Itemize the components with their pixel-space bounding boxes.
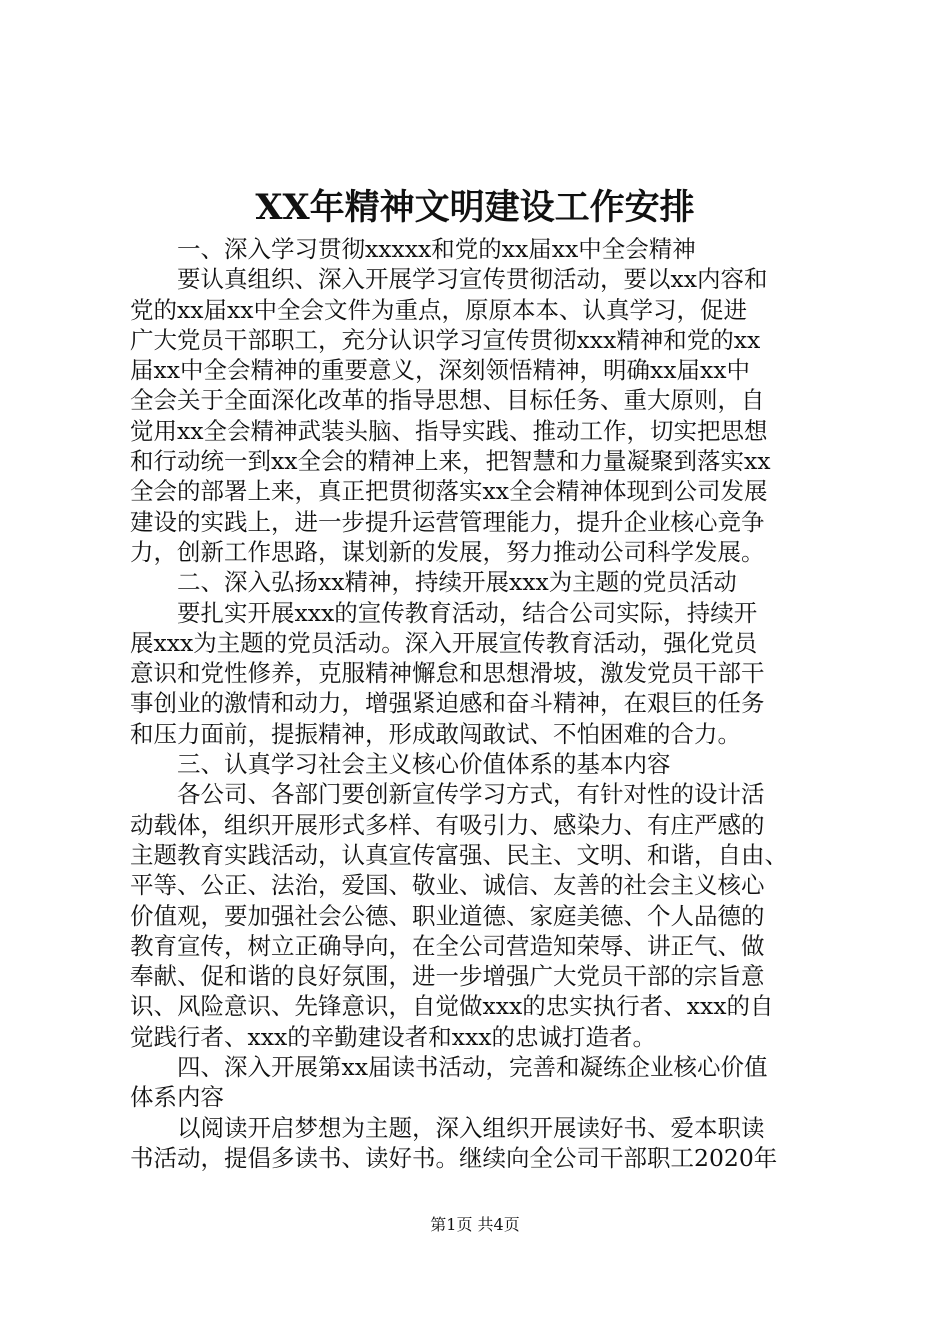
text-line: 觉践行者、xxx的辛勤建设者和xxx的忠诚打造者。 <box>130 1022 657 1051</box>
text-line: 全会关于全面深化改革的指导思想、目标任务、重大原则，自 <box>130 386 765 415</box>
text-line: 届xx中全会精神的重要意义，深刻领悟精神，明确xx届xx中 <box>130 356 751 385</box>
text-line: 价值观，要加强社会公德、职业道德、家庭美德、个人品德的 <box>130 901 765 930</box>
text-line: 事创业的激情和动力，增强紧迫感和奋斗精神，在艰巨的任务 <box>130 689 765 718</box>
text-line: 展xxx为主题的党员活动。深入开展宣传教育活动，强化党员 <box>130 628 758 657</box>
text-line: 奉献、促和谐的良好氛围，进一步增强广大党员干部的宗旨意 <box>130 962 765 991</box>
text-line: 全会的部署上来，真正把贯彻落实xx全会精神体现到公司发展 <box>130 477 768 506</box>
text-line: 平等、公正、法治，爱国、敬业、诚信、友善的社会主义核心 <box>130 871 765 900</box>
text-line: 体系内容 <box>130 1083 224 1112</box>
text-line: 书活动，提倡多读书、读好书。继续向全公司干部职工2020年 <box>130 1143 778 1172</box>
text-line: 要认真组织、深入开展学习宣传贯彻活动，要以xx内容和 <box>130 265 768 294</box>
text-line: 和行动统一到xx全会的精神上来，把智慧和力量凝聚到落实xx <box>130 447 771 476</box>
text-line: 意识和党性修养，克服精神懈怠和思想滑坡，激发党员干部干 <box>130 659 765 688</box>
text-line: 党的xx届xx中全会文件为重点，原原本本、认真学习，促进 <box>130 295 748 324</box>
text-line: 一、深入学习贯彻xxxxx和党的xx届xx中全会精神 <box>130 235 696 263</box>
text-line: 动载体，组织开展形式多样、有吸引力、感染力、有庄严感的 <box>130 810 765 839</box>
text-line: 和压力面前，提振精神，形成敢闯敢试、不怕困难的合力。 <box>130 719 741 748</box>
text-line: 建设的实践上，进一步提升运营管理能力，提升企业核心竞争 <box>130 507 765 536</box>
page-footer: 第1页 共4页 <box>430 1215 520 1234</box>
text-line: 四、深入开展第xx届读书活动，完善和凝练企业核心价值 <box>130 1053 768 1082</box>
document-title: XX年精神文明建设工作安排 <box>255 187 695 228</box>
text-line: 觉用xx全会精神武装头脑、指导实践、推动工作，切实把思想 <box>130 416 768 445</box>
text-line: 广大党员干部职工，充分认识学习宣传贯彻xxx精神和党的xx <box>130 325 761 354</box>
text-line: 教育宣传，树立正确导向，在全公司营造知荣辱、讲正气、做 <box>130 931 765 960</box>
text-line: 力，创新工作思路，谋划新的发展，努力推动公司科学发展。 <box>130 537 765 566</box>
text-line: 以阅读开启梦想为主题，深入组织开展读好书、爱本职读 <box>130 1113 765 1142</box>
text-line: 二、深入弘扬xx精神，持续开展xxx为主题的党员活动 <box>130 568 737 597</box>
text-line: 主题教育实践活动，认真宣传富强、民主、文明、和谐，自由、 <box>130 840 788 869</box>
document-body <box>130 234 840 1173</box>
text-line: 三、认真学习社会主义核心价值体系的基本内容 <box>130 750 671 779</box>
text-line: 各公司、各部门要创新宣传学习方式，有针对性的设计活 <box>130 780 765 809</box>
text-line: 识、风险意识、先锋意识，自觉做xxx的忠实执行者、xxx的自 <box>130 992 774 1021</box>
text-line: 要扎实开展xxx的宣传教育活动，结合公司实际，持续开 <box>130 598 758 627</box>
